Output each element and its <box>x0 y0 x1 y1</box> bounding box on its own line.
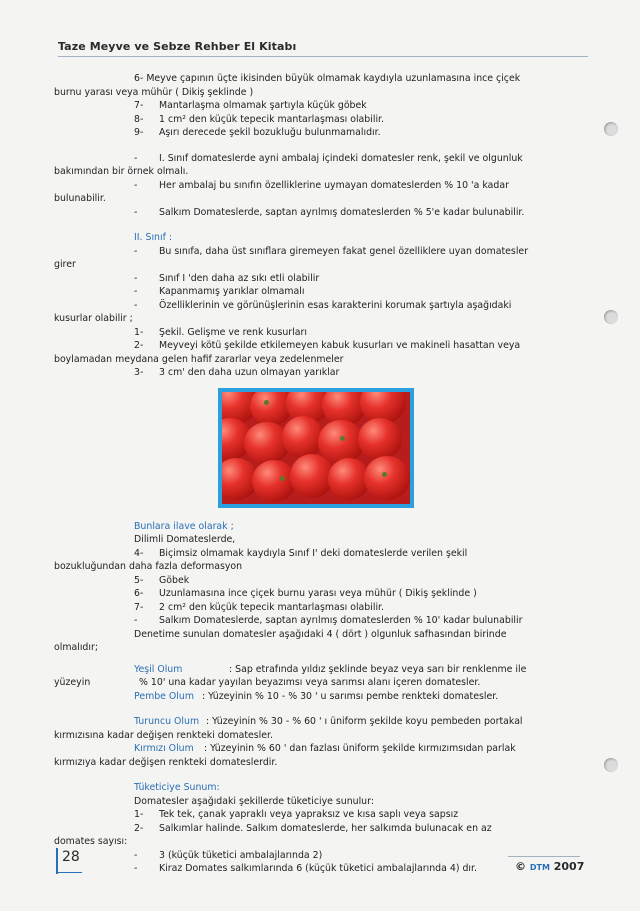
footer-year: 2007 <box>553 860 585 873</box>
page-header-title: Taze Meyve ve Sebze Rehber El Kitabı <box>58 40 297 53</box>
list-item: 2- Meyveyi kötü şekilde etkilemeyen kabuk kusurları ve makineli hasattan veya <box>134 340 521 351</box>
text-line: bulunabilir. <box>54 193 106 204</box>
binder-hole <box>604 310 618 324</box>
ripeness-orange: Turuncu Olum : Yüzeyinin % 30 - % 60 ' ı üniform şekilde koyu pembeden portakal <box>134 716 523 727</box>
list-item: 2- Salkımlar halinde. Salkım domateslerde, her salkımda bulunacak en az <box>134 822 492 834</box>
text-line: 6- Meyve çapının üçte ikisinden büyük olmamak kaydıyla uzunlamasına ince çiçek <box>134 73 521 84</box>
text-line: Domatesler aşağıdaki şekillerde tüketiciye sunulur: <box>134 795 374 807</box>
text-line: bakımından bir örnek olmalı. <box>54 166 189 177</box>
section-heading-class-2: II. Sınıf : <box>134 232 173 243</box>
list-item: - Her ambalaj bu sınıfın özelliklerine uymayan domateslerden % 10 'a kadar <box>134 179 509 191</box>
binder-hole <box>604 758 618 772</box>
list-item: 8- 1 cm² den küçük tepecik mantarlaşması olabilir. <box>134 113 385 125</box>
copyright-symbol: © <box>515 860 526 873</box>
section-heading-consumer: Tüketiciye Sunum: <box>134 782 220 793</box>
list-item: 4- Biçimsiz olmamak kaydıyla Sınıf I' deki domateslerde verilen şekil <box>134 547 468 559</box>
list-item: - Sınıf I 'den daha az sıkı etli olabilir <box>134 272 320 284</box>
binder-hole <box>604 122 618 136</box>
list-item: - Kapanmamış yarıklar olmamalı <box>134 286 305 297</box>
list-item: - 3 (küçük tüketici ambalajlarında 2) <box>134 849 323 861</box>
text-line: kırmızıya kadar değişen renkteki domateslerdir. <box>54 756 278 768</box>
list-item: - Özelliklerinin ve görünüşlerinin esas karakterini korumak şartıyla aşağıdaki <box>134 299 512 311</box>
list-item: 1- Tek tek, çanak yapraklı veya yapraksız ve kısa saplı veya sapsız <box>134 809 459 820</box>
text-line: domates sayısı: <box>54 836 128 847</box>
dtm-logo: DTM <box>529 863 550 872</box>
text-line: yüzeyin % 10' una kadar yayılan beyazımsı veya sarımsı alanı içeren domatesler. <box>54 677 481 688</box>
ripeness-green: Yeşil Olum : Sap etrafında yıldız şeklinde beyaz veya sarı bir renklenme ile <box>134 663 527 675</box>
list-item: - I. Sınıf domateslerde ayni ambalaj içindeki domatesler renk, şekil ve olgunluk <box>134 152 523 164</box>
section-heading-additional: Bunlara ilave olarak ; <box>134 520 234 532</box>
page-number-rule <box>56 872 82 873</box>
text-line: Denetime sunulan domatesler aşağıdaki 4 ( dört ) olgunluk safhasından birinde <box>134 628 507 640</box>
list-item: - Salkım Domateslerde, saptan ayrılmış domateslerden % 10' kadar bulunabilir <box>134 615 523 626</box>
list-item: 3- 3 cm' den daha uzun olmayan yarıklar <box>134 367 340 378</box>
list-item: 7- Mantarlaşma olmamak şartıyla küçük göbek <box>134 100 367 111</box>
list-item: - Kiraz Domates salkımlarında 6 (küçük tüketici ambalajlarında 4) dır. <box>134 863 477 874</box>
list-item: 1- Şekil. Gelişme ve renk kusurları <box>134 326 307 338</box>
list-item: - Bu sınıfa, daha üst sınıflara giremeyen fakat genel özelliklere uyan domatesler <box>134 245 529 257</box>
text-line: kırmızısına kadar değişen renkteki domatesler. <box>54 729 274 741</box>
text-line: bozukluğundan daha fazla deformasyon <box>54 561 243 572</box>
list-item: 7- 2 cm² den küçük tepecik mantarlaşması olabilir. <box>134 601 385 613</box>
text-line: Dilimli Domateslerde, <box>134 534 236 545</box>
text-line: olmalıdır; <box>54 642 98 653</box>
tomatoes-photo <box>218 388 414 508</box>
ripeness-pink: Pembe Olum : Yüzeyinin % 10 - % 30 ' u sarımsı pembe renkteki domatesler. <box>134 690 499 702</box>
list-item: - Salkım Domateslerde, saptan ayrılmış domateslerden % 5'e kadar bulunabilir. <box>134 206 525 218</box>
text-line: burnu yarası veya mühür ( Dikiş şeklinde ) <box>54 86 254 98</box>
ripeness-red: Kırmızı Olum : Yüzeyinin % 60 ' dan fazlası üniform şekilde kırmızımsıdan parlak <box>134 743 516 754</box>
text-line: girer <box>54 259 76 270</box>
list-item: 6- Uzunlamasına ince çiçek burnu yarası veya mühür ( Dikiş şeklinde ) <box>134 588 477 599</box>
page-number: 28 <box>56 848 80 874</box>
text-line: kusurlar olabilir ; <box>54 313 133 324</box>
header-rule <box>58 56 588 57</box>
list-item: 9- Aşırı derecede şekil bozukluğu bulunmamalıdır. <box>134 127 381 138</box>
list-item: 5- Göbek <box>134 574 190 586</box>
text-line: boylamadan meydana gelen hafif zararlar veya zedelenmeler <box>54 353 344 365</box>
body-text <box>54 72 574 876</box>
footer-rule <box>508 856 580 857</box>
footer-copyright <box>515 860 584 873</box>
